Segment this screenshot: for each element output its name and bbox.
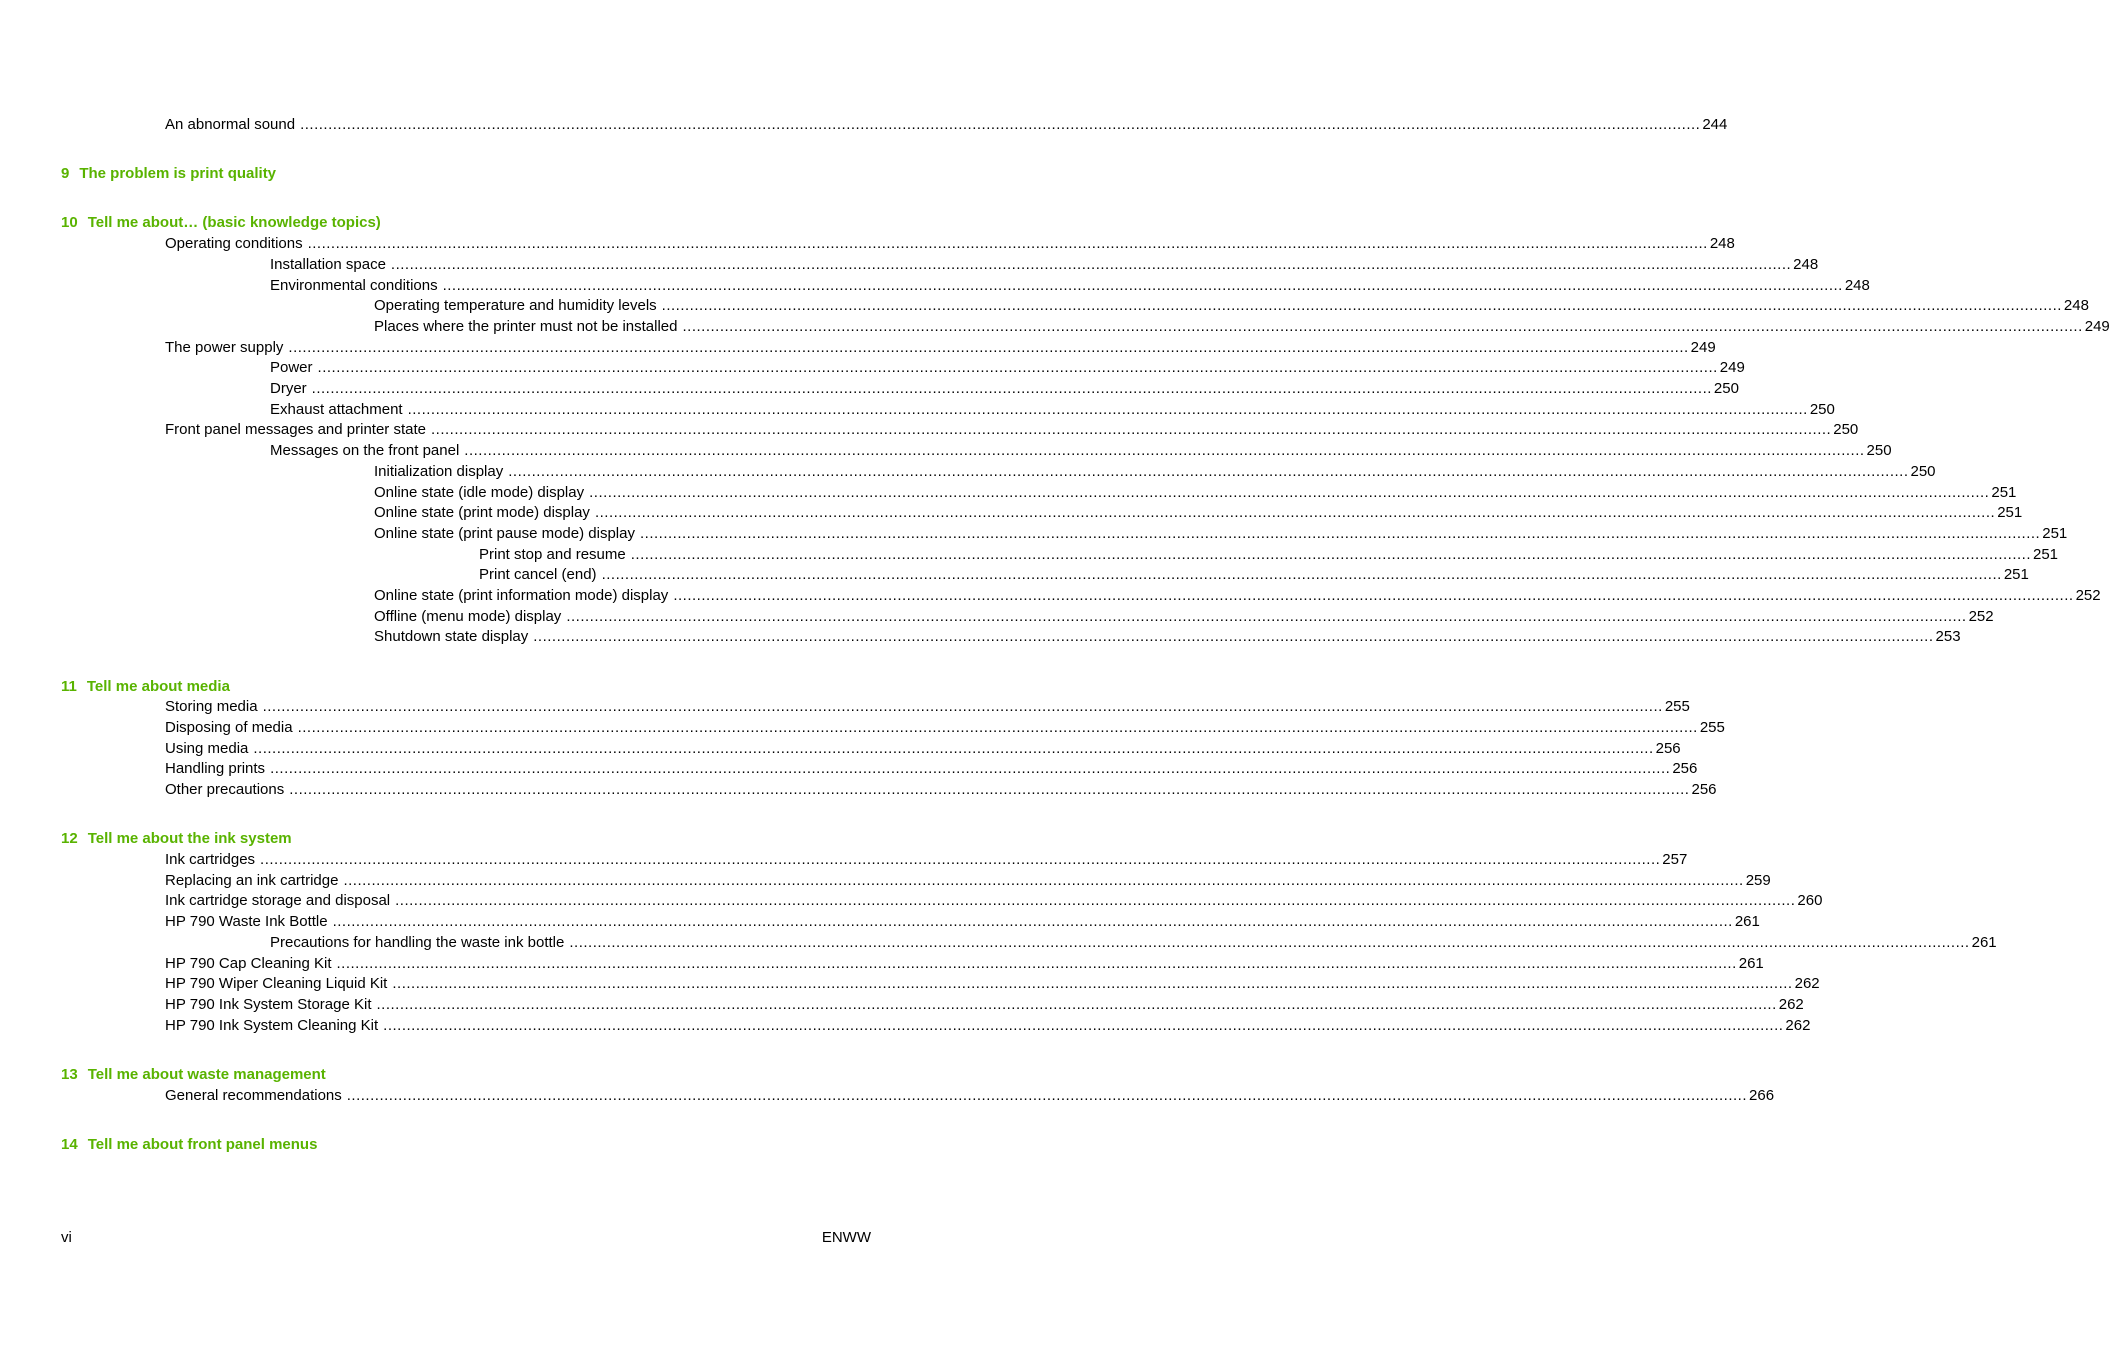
toc-entry-label: Online state (idle mode) display [374,483,585,501]
toc-entry-label: Other precautions [165,781,285,799]
toc-entry-label: HP 790 Ink System Cleaning Kit [165,1016,379,1034]
toc-entry-page: 248 [1844,276,1870,294]
dot-leader: ............................................................................................................................................................................................................................................................................................................ [566,607,1967,625]
dot-leader: ............................................................................................................................................................................................................................................................................................................ [289,781,1690,799]
toc-entry-label: Online state (print mode) display [374,504,590,522]
toc-entry[interactable] [165,912,1760,932]
toc-entry-page: 255 [1664,698,1690,716]
toc-entry-label: Messages on the front panel [270,442,460,460]
toc-entry-page: 261 [1738,954,1764,972]
toc-entry-page: 259 [1745,871,1771,889]
toc-entry-page: 252 [2075,587,2101,604]
chapter-title: Tell me about the ink system [87,830,292,848]
toc-entry-label: The power supply [165,338,284,356]
toc-entry-label: Exhaust attachment [270,400,403,418]
toc-entry-page: 251 [1997,504,2023,522]
chapter-heading[interactable] [61,1065,326,1085]
toc-entry[interactable] [165,234,1735,254]
toc-entry-page: 250 [1833,421,1859,439]
toc-entry-page: 252 [1968,607,1994,625]
toc-entry-page: 256 [1672,760,1698,778]
dot-leader: ............................................................................................................................................................................................................................................................................................................ [630,545,2031,563]
toc-entry-label: HP 790 Cap Cleaning Kit [165,954,332,972]
toc-entry-label: Using media [165,739,249,757]
chapter-number: 11 [61,677,77,695]
toc-entry-page: 261 [1734,913,1760,931]
toc-entry[interactable] [165,697,1690,717]
toc-entry[interactable] [374,524,2068,544]
toc-entry[interactable] [165,780,1717,800]
toc-entry[interactable] [270,276,1870,296]
dot-leader: ............................................................................................................................................................................................................................................................................................................ [392,975,1793,993]
toc-entry-label: Shutdown state display [374,628,529,646]
toc-entry-page: 244 [1702,116,1728,133]
chapter-number: 10 [61,214,78,232]
toc-entry-label: Dryer [270,380,307,397]
toc-entry-label: Installation space [270,255,386,273]
toc-entry[interactable] [479,565,2029,585]
dot-leader: ............................................................................................................................................................................................................................................................................................................ [390,255,1792,273]
dot-leader: ............................................................................................................................................................................................................................................................................................................ [673,587,2074,604]
toc-entry-label: Operating conditions [165,235,303,253]
dot-leader: ............................................................................................................................................................................................................................................................................................................ [336,954,1737,972]
toc-entry-label: Power [270,359,313,377]
toc-entry[interactable] [165,420,1859,440]
toc-entry-page: 266 [1749,1086,1775,1104]
chapter-heading[interactable] [61,1135,317,1155]
toc-entry[interactable] [374,296,2089,316]
toc-entry[interactable] [374,483,2017,503]
dot-leader: ............................................................................................................................................................................................................................................................................................................ [508,462,1909,480]
chapter-number: 9 [61,165,70,183]
toc-entry-page: 249 [1690,338,1716,356]
toc-entry[interactable] [165,995,1804,1015]
chapter-heading[interactable] [61,213,381,233]
toc-entry-label: HP 790 Waste Ink Bottle [165,913,328,931]
toc-entry-page: 255 [1699,719,1725,736]
toc-entry-page: 250 [1809,400,1835,418]
toc-entry[interactable] [374,586,2101,606]
toc-entry-page: 249 [2084,317,2110,335]
toc-entry-page: 251 [2033,545,2059,563]
chapter-title: Tell me about media [86,677,230,695]
toc-entry-label: Replacing an ink cartridge [165,871,339,889]
chapter-title: Tell me about front panel menus [87,1135,318,1153]
toc-entry[interactable] [165,1016,1811,1036]
toc-entry-page: 251 [2003,566,2029,584]
toc-entry-label: Places where the printer must not be installed [374,317,678,335]
toc-entry-label: Environmental conditions [270,276,438,294]
toc-entry-page: 248 [2063,297,2089,315]
toc-entry-label: HP 790 Wiper Cleaning Liquid Kit [165,975,388,993]
toc-entry[interactable] [165,759,1698,779]
toc-entry[interactable] [270,255,1819,275]
toc-entry[interactable] [270,933,1997,953]
toc-entry-page: 262 [1778,995,1804,1013]
chapter-title: Tell me about… (basic knowledge topics) [87,214,381,232]
toc-entry-page: 256 [1691,781,1717,799]
chapter-number: 12 [61,830,78,848]
toc-entry-label: Disposing of media [165,719,293,736]
toc-entry[interactable] [165,115,1728,135]
chapter-number: 14 [61,1135,78,1153]
dot-leader: ............................................................................................................................................................................................................................................................................................................ [297,719,1698,736]
dot-leader: ............................................................................................................................................................................................................................................................................................................ [383,1016,1784,1034]
toc-entry[interactable] [374,627,1961,647]
toc-entry-label: Front panel messages and printer state [165,421,426,439]
dot-leader: ............................................................................................................................................................................................................................................................................................................ [682,317,2083,335]
chapter-heading[interactable] [61,829,292,849]
dot-leader: ............................................................................................................................................................................................................................................................................................................ [260,851,1661,868]
dot-leader: ............................................................................................................................................................................................................................................................................................................ [270,760,1671,778]
toc-entry-label: Initialization display [374,462,504,480]
toc-entry-page: 248 [1709,235,1735,253]
toc-entry[interactable] [165,871,1771,891]
toc-entry-label: Offline (menu mode) display [374,607,562,625]
dot-leader: ............................................................................................................................................................................................................................................................................................................ [661,297,2062,315]
toc-entry-page: 248 [1793,255,1819,273]
dot-leader: ............................................................................................................................................................................................................................................................................................................ [253,739,1654,757]
toc-entry-label: Handling prints [165,760,266,778]
toc-entry[interactable] [165,739,1681,759]
toc-entry-page: 251 [1991,483,2017,501]
dot-leader: ............................................................................................................................................................................................................................................................................................................ [442,276,1843,294]
toc-entry-page: 253 [1935,628,1961,646]
toc-entry-label: Print cancel (end) [479,566,597,584]
dot-leader: ............................................................................................................................................................................................................................................................................................................ [311,380,1712,397]
toc-entry-page: 256 [1655,739,1681,757]
toc-entry[interactable] [479,545,2059,565]
dot-leader: ............................................................................................................................................................................................................................................................................................................ [407,400,1808,418]
toc-entry-page: 250 [1866,442,1892,460]
toc-entry[interactable] [270,358,1745,378]
toc-entry-page: 260 [1797,892,1823,910]
toc-entry-page: 249 [1719,359,1745,377]
dot-leader: ............................................................................................................................................................................................................................................................................................................ [376,995,1777,1013]
toc-entry[interactable] [165,891,1823,911]
chapter-heading[interactable] [61,677,230,697]
toc-entry-label: Storing media [165,698,258,716]
dot-leader: ............................................................................................................................................................................................................................................................................................................ [262,698,1663,716]
toc-entry-page: 257 [1662,851,1688,868]
chapter-title: Tell me about waste management [87,1065,326,1083]
toc-entry[interactable] [165,850,1688,870]
dot-leader: ............................................................................................................................................................................................................................................................................................................ [464,442,1865,460]
dot-leader: ............................................................................................................................................................................................................................................................................................................ [594,504,1996,522]
toc-entry[interactable] [270,441,1892,461]
toc-entry-label: Print stop and resume [479,545,626,563]
dot-leader: ............................................................................................................................................................................................................................................................................................................ [317,359,1718,377]
toc-entry[interactable] [374,503,2023,523]
toc-entry[interactable] [165,1086,1775,1106]
toc-entry-label: General recommendations [165,1086,342,1104]
toc-entry-page: 250 [1910,462,1936,480]
toc-entry[interactable] [374,462,1936,482]
toc-entry[interactable] [270,379,1739,399]
toc-entry-page: 261 [1971,933,1997,951]
toc-entry[interactable] [165,338,1716,358]
toc-entry-page: 251 [2042,524,2068,542]
dot-leader: ............................................................................................................................................................................................................................................................................................................ [288,338,1689,356]
toc-entry-label: Ink cartridge storage and disposal [165,892,391,910]
toc-entry[interactable] [165,974,1820,994]
dot-leader: ............................................................................................................................................................................................................................................................................................................ [343,871,1744,889]
toc-entry-page: 262 [1794,975,1820,993]
dot-leader: ............................................................................................................................................................................................................................................................................................................ [300,116,1701,133]
dot-leader: ............................................................................................................................................................................................................................................................................................................ [332,913,1733,931]
dot-leader: ............................................................................................................................................................................................................................................................................................................ [601,566,2002,584]
dot-leader: ............................................................................................................................................................................................................................................................................................................ [346,1086,1748,1104]
dot-leader: ............................................................................................................................................................................................................................................................................................................ [395,892,1796,910]
toc-entry[interactable] [165,718,1725,738]
dot-leader: ............................................................................................................................................................................................................................................................................................................ [430,421,1832,439]
chapter-title: The problem is print quality [79,165,277,183]
toc-entry-page: 250 [1713,380,1739,397]
toc-entry-page: 262 [1785,1016,1811,1034]
toc-entry[interactable] [165,954,1764,974]
dot-leader: ............................................................................................................................................................................................................................................................................................................ [589,483,1990,501]
toc-entry-label: Online state (print pause mode) display [374,524,635,542]
toc-entry[interactable] [374,317,2110,337]
dot-leader: ............................................................................................................................................................................................................................................................................................................ [639,524,2041,542]
toc-entry[interactable] [374,607,1994,627]
footer-page-number: vi [61,1229,72,1246]
toc-entry-label: HP 790 Ink System Storage Kit [165,995,372,1013]
toc-entry-label: An abnormal sound [165,116,296,133]
dot-leader: ............................................................................................................................................................................................................................................................................................................ [533,628,1934,646]
dot-leader: ............................................................................................................................................................................................................................................................................................................ [307,235,1708,253]
toc-entry-label: Ink cartridges [165,851,256,868]
footer-edition-code: ENWW [821,1229,871,1246]
chapter-heading[interactable] [61,164,276,184]
dot-leader: ............................................................................................................................................................................................................................................................................................................ [569,933,1970,951]
toc-entry[interactable] [270,400,1835,420]
toc-entry-label: Online state (print information mode) display [374,587,669,604]
chapter-number: 13 [61,1065,78,1083]
toc-entry-label: Operating temperature and humidity levels [374,297,657,315]
toc-entry-label: Precautions for handling the waste ink bottle [270,933,565,951]
